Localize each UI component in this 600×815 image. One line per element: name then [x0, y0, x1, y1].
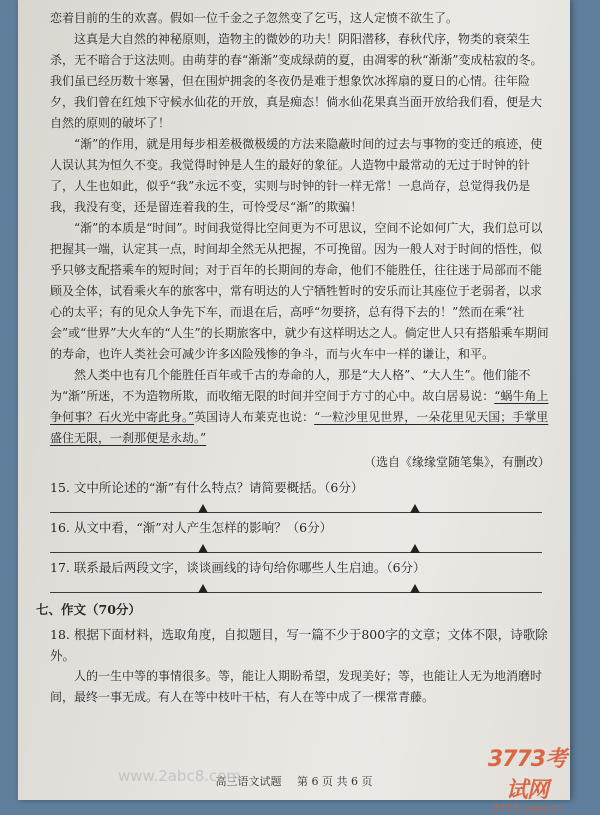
paragraph-3: “渐”的作用，就是用每步相差极微极缓的方法来隐蔽时间的过去与事物的变迁的痕迹，使人误认其为恒久不变。我觉得时钟是人生的最好的象征。人造物中最常动的无过于时钟的针了，人生也如此，似乎“我”永远不变，实则与时钟的针一样无常！一息尚存，总觉得我仍是我，我没有变，还是留连着我的生，可怜受尽“渐”的欺骗！	[50, 137, 543, 214]
triangle-marker-icon	[410, 584, 420, 593]
footer-exam-title: 高三语文试题	[215, 775, 282, 788]
answer-line-16[interactable]	[50, 538, 542, 553]
watermark-left: www.2abc8.com	[118, 767, 242, 785]
answer-line-15[interactable]	[50, 498, 542, 513]
section-title-essay: 七、作文（70分）	[36, 602, 141, 617]
answer-line-17[interactable]	[50, 578, 542, 593]
question-17: 17. 联系最后两段文字，谈谈画线的诗句给你哪些人生启迪。（6分）	[50, 560, 426, 575]
watermark-url: 3773.com.cn	[491, 802, 563, 815]
essay-material: 人的一生中等的事情很多。等，能让人期盼希望，发现美好；等，也能让人无为地消磨时间，最终一事无成。有人在等中枝叶干枯，有人在等中成了一棵常青藤。	[50, 669, 543, 704]
paragraph-5	[50, 365, 550, 449]
question-18: 18. 根据下面材料，选取角度，自拟题目，写一篇不少于800字的文章；文体不限，诗歌除外。	[50, 627, 548, 663]
underlined-quote-2: “一粒沙里见世界，一朵花里见天国；手掌里盛住无限，一刹那便是永劫。”	[50, 410, 549, 445]
question-15: 15. 文中所论述的“渐”有什么特点？请简要概括。（6分）	[50, 480, 364, 495]
underlined-quote-1: “蜗牛角上争何事？石火光中寄此身。”	[50, 389, 549, 424]
paragraph-5-text: 然人类中也有几个能胜任百年或千古的寿命的人，那是“大人格”、“大人生”。他们能不为“渐”所迷，不为造物所欺，而收缩无限的时间并空间于方寸的心中。故白居易说：	[50, 368, 531, 403]
page-content	[36, 8, 550, 708]
question-16: 16. 从文中看，“渐”对人产生怎样的影响？（6分）	[50, 520, 333, 535]
triangle-marker-icon	[410, 544, 420, 553]
paragraph-2: 这真是大自然的神秘原则，造物主的微妙的功夫！阴阳潜移，春秋代序，物类的衰荣生杀，无不暗合于这法则。由萌芽的春“渐渐”变成绿荫的夏，由凋零的秋“渐渐”变成枯寂的冬。我们虽已经历数十寒暑，但在围炉拥衾的冬夜仍是难于想象饮冰挥扇的夏日的心情。往年险夕，我们曾在红烛下守候水仙花的开放，真是痴态！倘水仙花果真当面开放给我们看，便是大自然的原则的破坏了！	[50, 32, 543, 130]
triangle-marker-icon	[198, 504, 208, 513]
watermark-logo	[484, 742, 570, 815]
source-note: （选自《缘缘堂随笔集》，有删改）	[363, 455, 550, 469]
triangle-marker-icon	[198, 584, 208, 593]
triangle-marker-icon	[410, 504, 420, 513]
triangle-marker-icon	[198, 544, 208, 553]
paragraph-4: “渐”的本质是“时间”。时间我觉得比空间更为不可思议，空间不论如何广大，我们总可以把握其一端，认定其一点，时间却全然无从把握，不可挽留。因为一般人对于时间的悟性，似乎只够支配搭乘车的短时间；对于百年的长期间的寿命，他们不能胜任，往往迷于局部而不能顾及全体，试看乘火车的旅客中，常有明达的人宁牺牲暂时的安乐而让其座位于老弱者，以求心的太平；有的见众人争先下车，而退在后，高呼“勿要挤，总有得下去的！”然而在乘“社会”或“世界”大火车的“人生”的长期旅客中，就少有这样明达之人。倘定世人只有搭船乘车期间的寿命，也许人类社会可减少许多凶险残惨的争斗，而与火车中一样的谦让，和平。	[50, 221, 549, 361]
paragraph-1: 恋着目前的生的欢喜。假如一位千金之子忽然变了乞丐，这人定愤不欲生了。	[50, 11, 459, 25]
paragraph-5-mid: 英国诗人布莱克也说：	[194, 410, 315, 424]
watermark-brand: 3773考试网	[487, 747, 567, 803]
exam-page	[18, 0, 570, 815]
footer-page-number: 第 6 页 共 6 页	[297, 775, 373, 788]
